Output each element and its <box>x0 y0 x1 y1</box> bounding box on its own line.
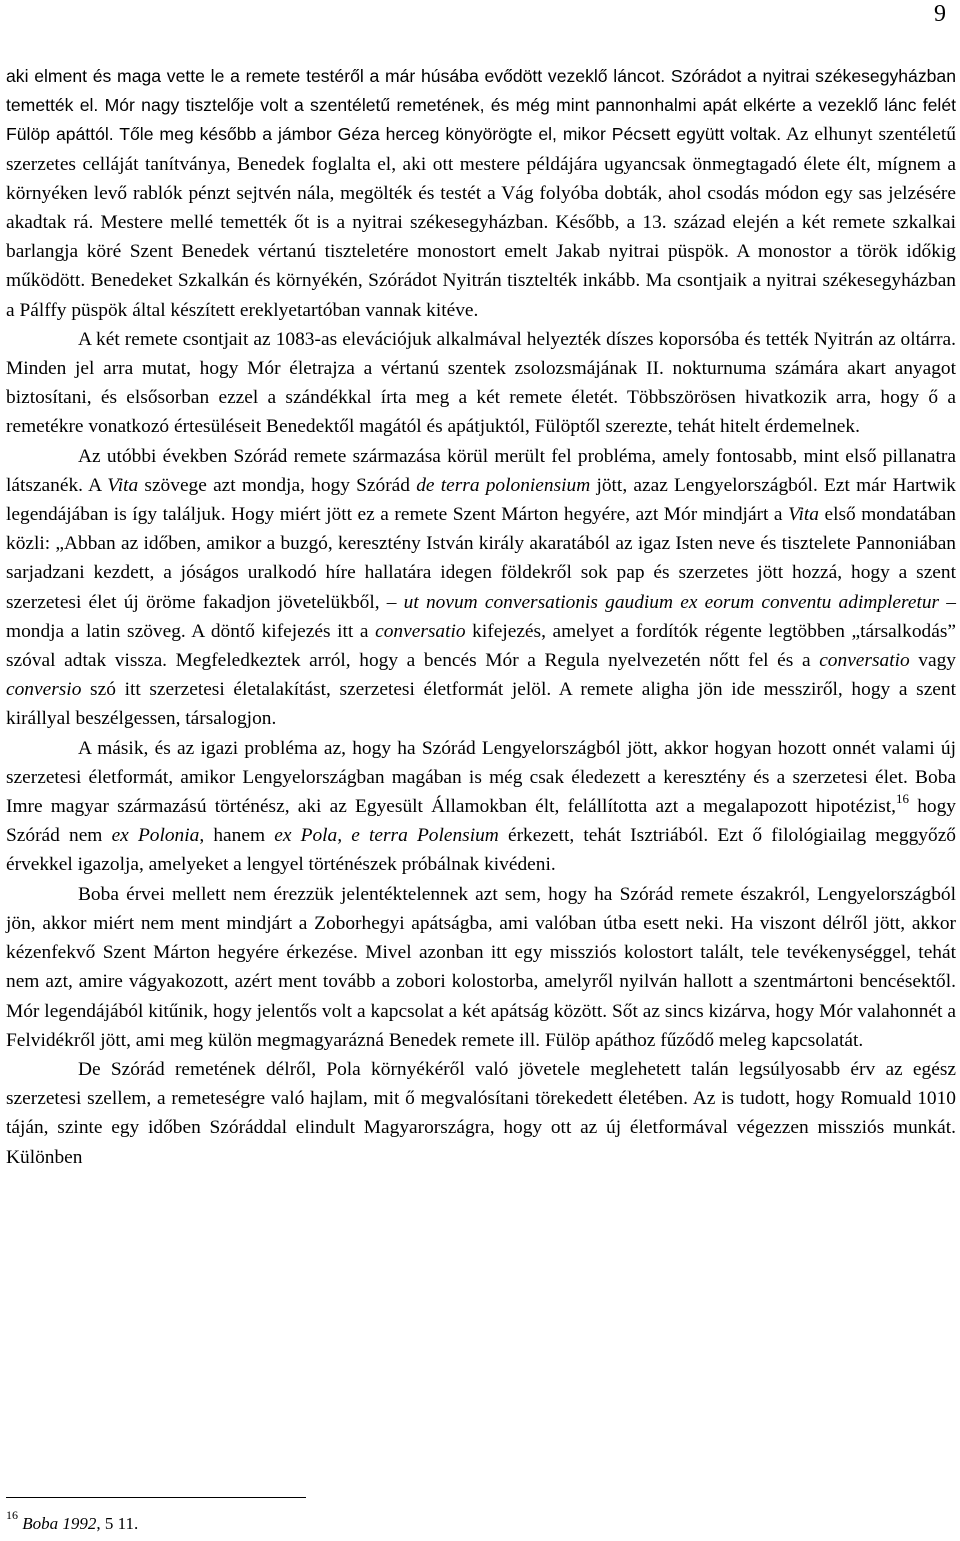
paragraph-4 <box>6 734 956 880</box>
italic-term: conversatio <box>375 620 466 642</box>
italic-term: ex Polonia <box>111 825 200 847</box>
text-run: első mondatában közli: „Abban az időben, amikor a buzgó, keresztény István király akaratából az igaz Isten neve és tisztelete Pannoniában sarjadzani kezdett, a jóságos uralkodó híre hallatára idegen földekről sok pap és szerzetes jött hozzá, hogy a szent szerzetesi élet új öröme fakadjon jövetelükből, – <box>6 504 956 613</box>
italic-term: conversatio <box>819 650 910 672</box>
footnote-source: Boba 1992 <box>22 1514 97 1533</box>
italic-term: ex Pola, e terra Polensium <box>274 825 499 847</box>
footnote <box>6 1508 139 1535</box>
paragraph-1 <box>6 62 956 325</box>
paragraph-1-text-2: Mestere mellé temették őt is a nyitrai székesegyházban. Később, a 13. <box>93 212 667 234</box>
footnote-reference[interactable]: 16 <box>896 790 910 806</box>
italic-term: de terra poloniensium <box>416 474 591 496</box>
paragraph-1-text: Az elhunyt szentéletű szerzetes celláját tanítványa, Benedek foglalta el, aki ott mestere példájára ugyancsak önmegtagadó élete élt, mígnem a környéken levő rablók pénzt sejtvén nála, megölték és testét a Vág folyóba dobták, ahol csodás módon egy sas jelzésére akadtak rá. <box>6 124 956 234</box>
text-run: – mondja a latin szöveg. A döntő kifejezés itt a <box>6 591 956 642</box>
paragraph-3 <box>6 442 956 734</box>
text-run: jött, azaz Lengyelországból. Ezt már Hartwik legendájában is így találjuk. Hogy miért jött ez a remete Szent Márton hegyére, azt Mór mindjárt a <box>6 474 956 526</box>
text-run: érkezett, tehát Isztriából. Ezt ő filológiailag meggyőző érvekkel igazolja, amelyeket a lengyel történészek próbálnak kivédeni. <box>6 825 956 876</box>
italic-term: ut novum conversationis gaudium ex eorum conventu adimpleretur <box>403 591 940 613</box>
footnote-pages: , 5 11. <box>96 1514 139 1533</box>
text-run: , hanem <box>199 825 275 847</box>
italic-term: Vita <box>788 504 819 526</box>
text-run: szövege azt mondja, hogy Szórád <box>138 474 417 496</box>
italic-term: conversio <box>6 679 82 701</box>
paragraph-2: A két remete csontjait az 1083-as elevációjuk alkalmával helyezték díszes koporsóba és tették Nyitrán az oltárra. Minden jel arra mutat, hogy Mór életrajza a vértanú szentek zsolozsmájának II. nokturnuma számára akart anyagot biztosítani, és elsősorban ezzel a szándékkal írta meg a két remete életét. Többszörösen hivatkozik arra, hogy ő a remetékre vonatkozó értesüléseit Benedektől magától és apátjuktól, Fülöptől szerezte, tehát hitelt érdemelnek. <box>6 328 956 438</box>
footnote-number: 16 <box>6 1508 18 1523</box>
text-run: Az utóbbi években Szórád remete származása körül merült fel probléma, amely fontosabb, mint első pillanatra látszanék. A <box>6 445 956 496</box>
paragraph-1-text-3: század elején a két remete szkalkai barlangja köré Szent Benedek vértanú tiszteletére monostort emelt Jakab nyitrai püspök. A monostor a török időkig működött. Benedeket Szkalkán és környékén, Szórádot Nyitrán tisztelték inkább. Ma csontjaik a nyitrai székesegyházban a Pálffy püspök által készített ereklyetartóban vannak kitéve. <box>6 212 956 321</box>
text-run: vagy <box>909 650 956 672</box>
body-text <box>6 62 956 1172</box>
italic-term: Vita <box>107 474 139 496</box>
paragraph-6: De Szórád remetének délről, Pola környékéről való jövetele meglehetett talán legsúlyosabb érv az egész szerzetesi szellem, a remeteségre való hajlam, mit ő megvalósítani törekedett életében. Az is tudott, hogy Romuald 1010 táján, szinte egy időben Szóráddal elindult Magyarországra, hogy ott az új életformával végezzen missziós munkát. Különben <box>6 1058 956 1168</box>
paragraph-1-opening: aki elment és maga vette le a remete testéről a már húsába evődött vezeklő láncot. Szórádot a nyitrai székesegyházban temették el. Mór nagy tisztelője volt a szentéletű remetének, és még mint pannonhalmi apát elkérte a vezeklő lánc felét Fülöp apáttól. Tőle meg később a jámbor Géza herceg könyörögte el, mikor Pécsett együtt voltak. <box>6 66 956 145</box>
text-run: hogy Szórád nem <box>6 796 956 847</box>
page-number: 9 <box>934 1 946 27</box>
paragraph-5: Boba érvei mellett nem érezzük jelentéktelennek azt sem, hogy ha Szórád remete északról, Lengyelországból jön, akkor miért nem ment mindjárt a Zoborhegyi apátságba, ami valóban útba esett neki. Ha viszont délről jött, akkor kézenfekvő Szent Márton hegyére érkezése. Mivel azonban itt egy missziós kolostort talált, tele tevékenységgel, tehát nem azt, amire vágyakozott, azért ment tovább a zobori kolostorba, amelyről nyilván hallott a szentmártoni bencésektől. Mór legendájából kitűnik, hogy jelentős volt a kapcsolat a két apátság között. Sőt az sincs kizárva, hogy Mór valahonnét a Felvidékről jött, ami meg külön megmagyarázná Benedek remete ill. Fülöp apáthoz fűződő meleg kapcsolatát. <box>6 883 956 1051</box>
text-run: kifejezés, amelyet a fordítók régente legtöbben „társalkodás” szóval adtak vissza. Megfeledkeztek arról, hogy a bencés Mór a Regula nyelvezetén nőtt fel és a <box>6 620 956 672</box>
text-run: szó itt szerzetesi életalakítást, szerzetesi életformát jelöl. A remete aligha jön ide messziről, hogy a szent királlyal beszélgessen, társalogjon. <box>6 679 956 730</box>
footnote-divider <box>6 1497 306 1498</box>
text-run: A másik, és az igazi probléma az, hogy ha Szórád Lengyelországból jött, akkor hogyan hozott onnét valami új szerzetesi életformát, amikor Lengyelországban magában is még csak éledezett a keresztény és a szerzetesi élet. Boba Imre magyar származású történész, aki az Egyesült Államokban élt, felállította azt a megalapozott hipotézist, <box>6 737 956 818</box>
